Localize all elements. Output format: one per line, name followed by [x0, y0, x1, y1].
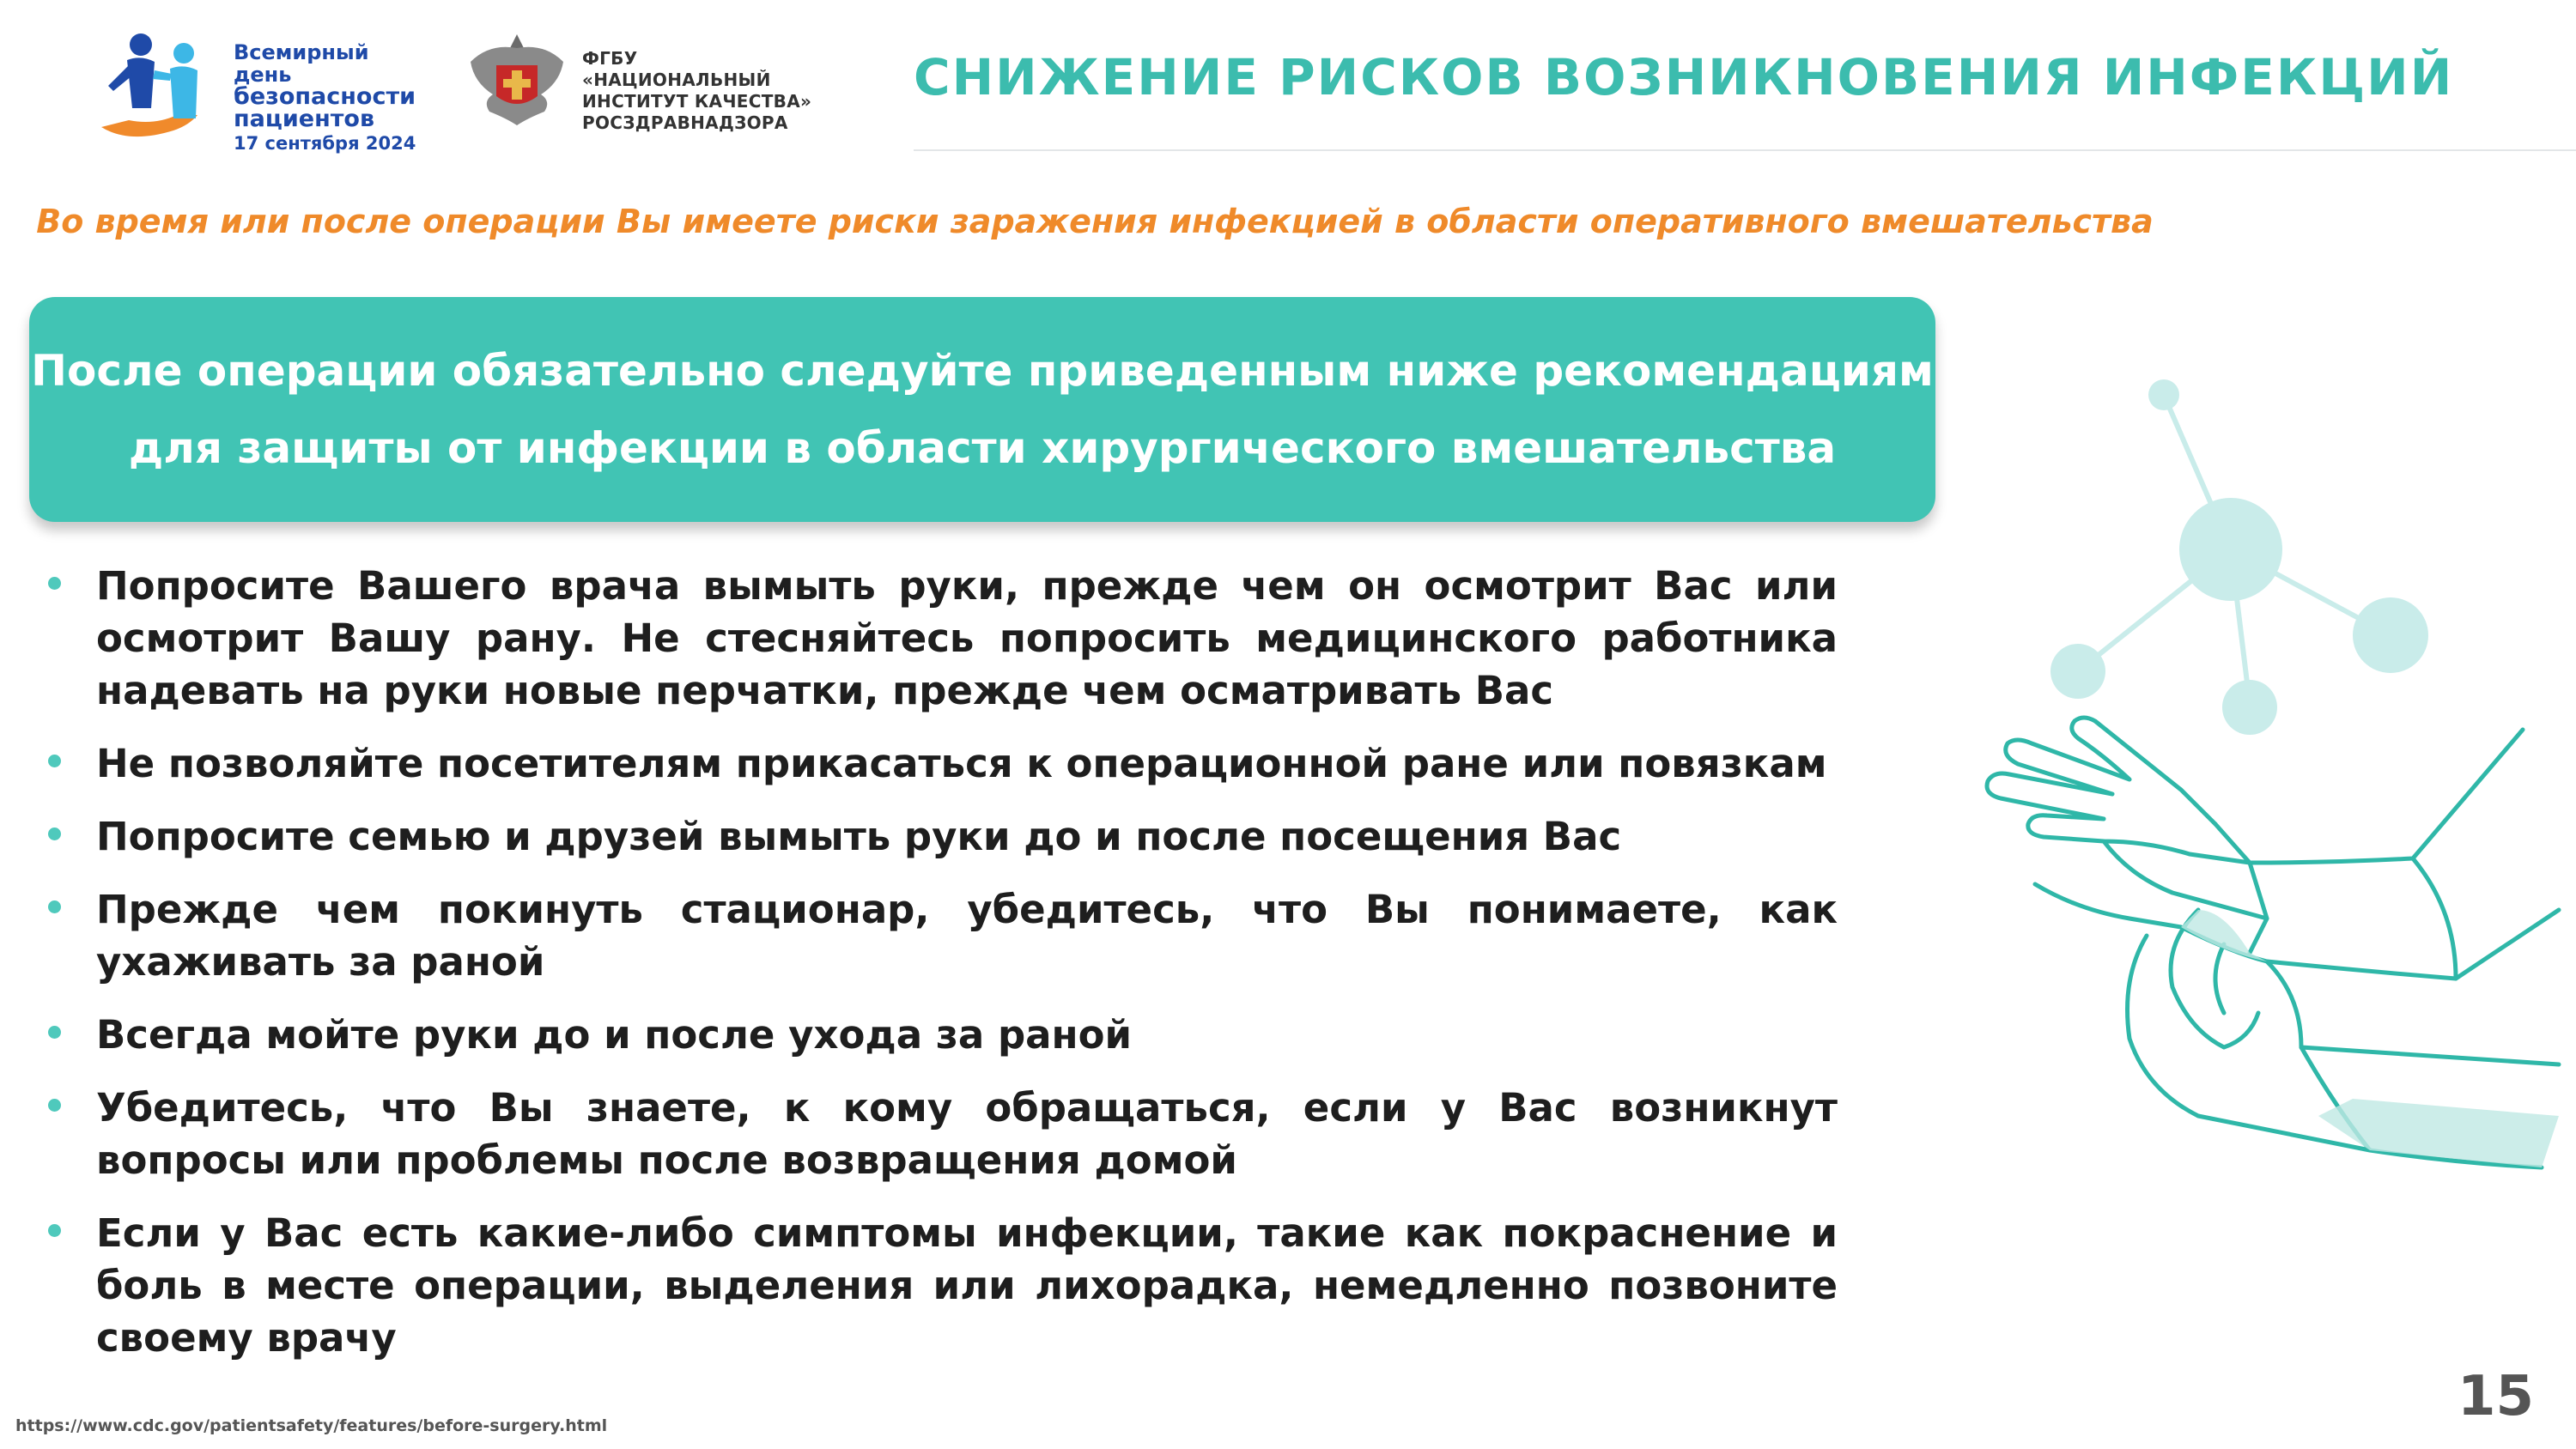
- logo-line-1: Всемирный день: [234, 40, 369, 87]
- recommendation-banner: [29, 297, 1935, 522]
- institute-line-1: ФГБУ «НАЦИОНАЛЬНЫЙ: [582, 48, 771, 90]
- bullet-icon: [48, 900, 61, 913]
- bullet-icon: [48, 828, 61, 840]
- recommendations-list: [45, 560, 1838, 1385]
- source-link[interactable]: https://www.cdc.gov/patientsafety/features/before-surgery.html: [15, 1416, 608, 1435]
- list-item: Если у Вас есть какие-либо симптомы инфекции, такие как покраснение и боль в месте операции, выделения или лихорадка, немедленно позвоните своему врачу: [45, 1207, 1838, 1364]
- molecule-icon: [2050, 379, 2428, 735]
- patient-safety-day-logo: [94, 26, 421, 154]
- bullet-icon: [48, 1099, 61, 1112]
- list-item: Попросите семью и друзей вымыть руки до и после посещения Вас: [45, 810, 1838, 863]
- gloved-hands-icon: [1987, 718, 2559, 1167]
- institute-logo: [464, 22, 824, 142]
- page-number: 15: [2458, 1365, 2535, 1428]
- page-title: СНИЖЕНИЕ РИСКОВ ВОЗНИКНОВЕНИЯ ИНФЕКЦИЙ: [914, 48, 2454, 106]
- list-item: Не позволяйте посетителям прикасаться к операционной ране или повязкам: [45, 737, 1838, 790]
- subtitle: Во время или после операции Вы имеете риски заражения инфекцией в области оперативного вмешательства: [36, 203, 2154, 240]
- eagle-emblem-icon: [464, 22, 570, 134]
- bullet-icon: [48, 1026, 61, 1039]
- list-item: Попросите Вашего врача вымыть руки, прежде чем он осмотрит Вас или осмотрит Вашу рану. Не стесняйтесь попросить медицинского работника надевать на руки новые перчатки, прежде чем осматривать Вас: [45, 560, 1838, 717]
- bullet-icon: [48, 1224, 61, 1237]
- logo-date: 17 сентября 2024: [234, 133, 416, 154]
- logo-line-3: пациентов: [234, 106, 375, 132]
- list-item: Убедитесь, что Вы знаете, к кому обращаться, если у Вас возникнут вопросы или проблемы после возвращения домой: [45, 1082, 1838, 1186]
- institute-line-2: ИНСТИТУТ КАЧЕСТВА»: [582, 91, 812, 112]
- list-item: Прежде чем покинуть стационар, убедитесь, что Вы понимаете, как ухаживать за раной: [45, 883, 1838, 988]
- banner-line-1: После операции обязательно следуйте приведенным ниже рекомендациям: [31, 346, 1934, 396]
- logo-line-2: безопасности: [234, 83, 416, 110]
- banner-line-2: для защиты от инфекции в области хирургического вмешательства: [128, 423, 1837, 473]
- hands-illustration: [1820, 361, 2576, 1202]
- title-divider: [914, 149, 2576, 151]
- patient-safety-logo-icon: [94, 26, 223, 146]
- bullet-icon: [48, 755, 61, 767]
- bullet-icon: [48, 577, 61, 590]
- institute-line-3: РОСЗДРАВНАДЗОРА: [582, 112, 788, 133]
- list-item: Всегда мойте руки до и после ухода за раной: [45, 1009, 1838, 1061]
